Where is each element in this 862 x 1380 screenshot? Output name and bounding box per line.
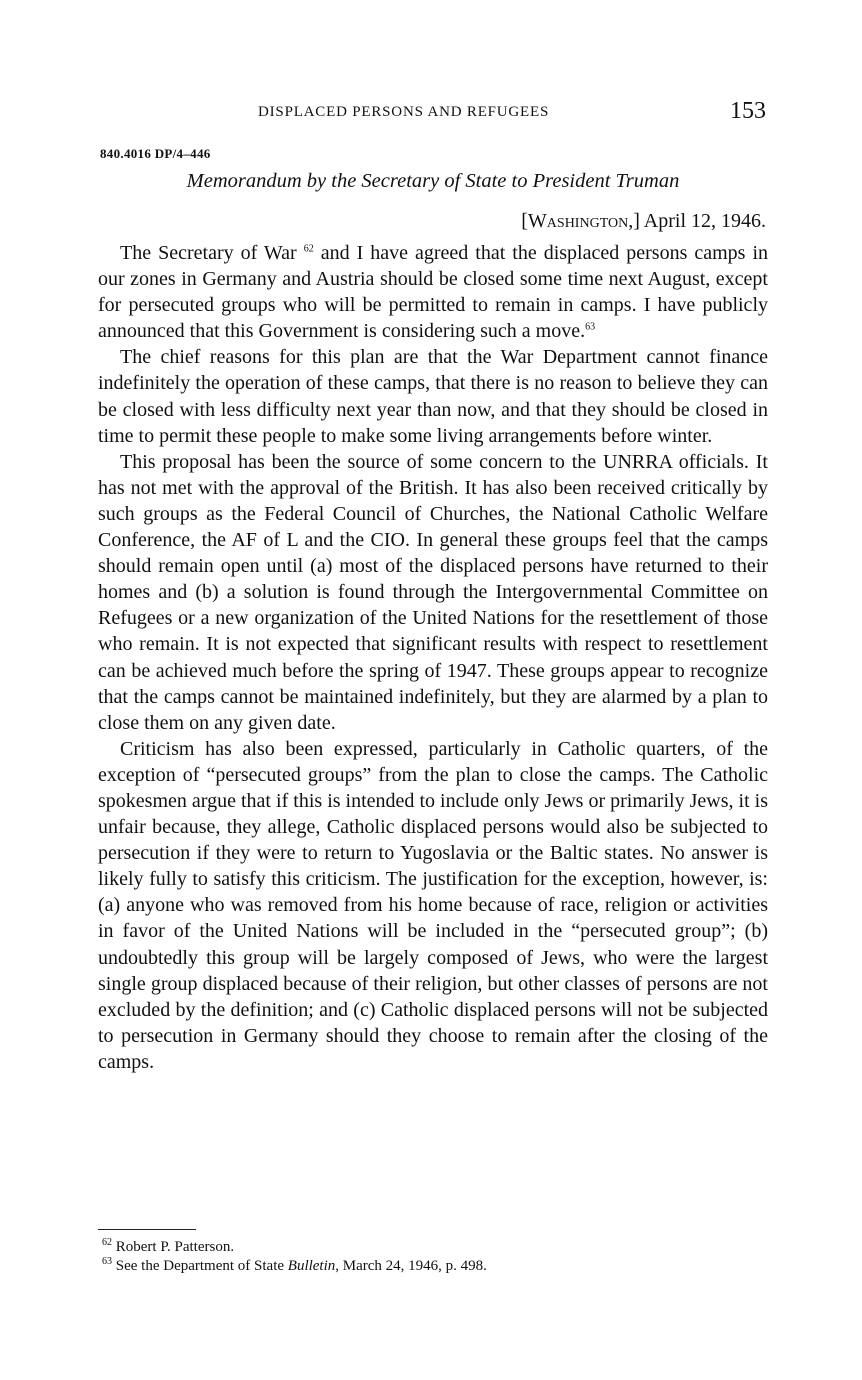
- footnote-publication-title: Bulletin: [287, 1258, 336, 1274]
- footnote-number: 63: [102, 1256, 112, 1267]
- paragraph-4: Criticism has also been expressed, particularly in Catholic quarters, of the exception of “persecuted groups” from the plan to close the camps. The Catholic spokesmen argue that if this is intended to include only Jews or primarily Jews, it is unfair because, they allege, Catholic displaced persons would also be subjected to persecution if they were to return to Yugoslavia or the Baltic states. No answer is likely fully to satisfy this criticism. The justification for the exception, however, is: (a) anyone who was removed from his home because of race, religion or activities in favor of the United Nations will be included in the “persecuted group”; (b) undoubtedly this group will be largely composed of Jews, who were the largest single group displaced because of their religion, but other classes of persons are not excluded by the definition; and (c) Catholic displaced persons will not be subjected to persecution in Germany should they choose to remain after the closing of the camps.: [98, 737, 768, 1073]
- document-title: Memorandum by the Secretary of State to President Truman: [186, 170, 680, 192]
- footnote-divider: [98, 1229, 196, 1230]
- file-number: 840.4016 DP/4–446: [100, 146, 211, 161]
- footnote-text: See the Department of State: [115, 1258, 288, 1274]
- footnote-number: 62: [102, 1237, 112, 1248]
- dateline-place: [Washington,]: [521, 210, 640, 232]
- paragraph-3: This proposal has been the source of some concern to the UNRRA officials. It has not met with the approval of the British. It has also been received critically by such groups as the Federal Council of Churches, the National Catholic Welfare Conference, the AF of L and the CIO. In general these groups feel that the camps should remain open until (a) most of the displaced persons have returned to their homes and (b) a solution is found through the Intergovernmental Committee on Refugees or a new organization of the United Nations for the resettlement of those who remain. It is not expected that significant results with respect to resettlement can be achieved much before the spring of 1947. These groups appear to recognize that the camps cannot be maintained indefinitely, but they are alarmed by a plan to close them on any given date.: [98, 450, 768, 734]
- footnote-63: [102, 1257, 762, 1276]
- paragraph-2: The chief reasons for this plan are that the War Department cannot finance indefinitely the operation of these camps, that there is no reason to believe they can be closed with less difficulty next year than now, and that they should be closed in time to permit these people to make some living arrangements before winter.: [98, 346, 768, 447]
- page-number: 153: [730, 98, 766, 124]
- memorandum-body: [98, 240, 768, 1075]
- footnote-ref-62: 62: [303, 243, 314, 255]
- dateline: [521, 210, 766, 233]
- paragraph-1: [98, 240, 768, 344]
- running-head: [98, 98, 768, 130]
- footnote-62: [102, 1238, 762, 1257]
- paragraph-1-part2: and I have agreed that the displaced persons camps in our zones in Germany and Austria should be closed some time next August, except for persecuted groups who will be permitted to remain in camps. I have publicly announced that this Government is considering such a move.: [98, 242, 768, 343]
- paragraph-1-part1: The Secretary of War: [120, 242, 297, 264]
- dateline-date: April 12, 1946.: [643, 210, 766, 232]
- footnote-text: Robert P. Patterson.: [115, 1239, 235, 1255]
- running-title: DISPLACED PERSONS AND REFUGEES: [258, 104, 550, 120]
- footnotes: [102, 1238, 762, 1276]
- footnote-ref-63: 63: [585, 321, 596, 333]
- footnote-text-end: , March 24, 1946, p. 498.: [335, 1258, 487, 1274]
